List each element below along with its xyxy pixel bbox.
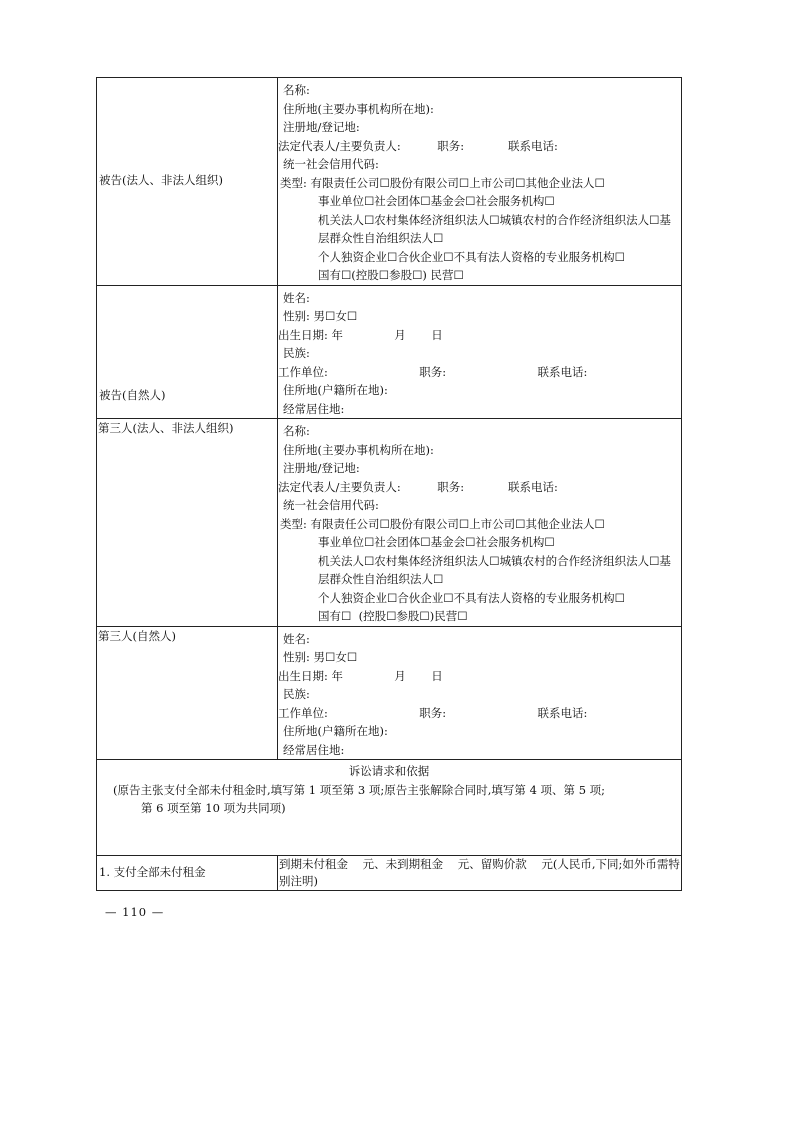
defendant-legal-label: 被告(法人、非法人组织) <box>99 173 223 187</box>
field-gender: 性别: 男☐女☐ <box>283 650 358 664</box>
defendant-person-row <box>97 285 682 419</box>
field-ethnicity: 民族: <box>283 687 310 701</box>
field-type-line5: 国有☐ (控股☐参股☐)民营☐ <box>318 609 468 623</box>
item1-text: 到期未付租金 元、未到期租金 元、留购价款 元(人民币,下同;如外币需特别注明) <box>279 857 680 888</box>
field-registration: 注册地/登记地: <box>283 461 360 475</box>
claims-header-cell <box>97 760 682 856</box>
third-party-person-fields <box>278 626 682 760</box>
field-ethnicity: 民族: <box>283 346 310 360</box>
field-gender: 性别: 男☐女☐ <box>283 309 358 323</box>
field-type-line2: 事业单位☐社会团体☐基金会☐社会服务机构☐ <box>318 194 555 208</box>
page-number: — 110 — <box>105 905 165 919</box>
item1-label-cell <box>97 856 278 891</box>
field-person-domicile: 住所地(户籍所在地): <box>283 383 388 397</box>
defendant-person-label: 被告(自然人) <box>99 387 166 402</box>
field-person-name: 姓名: <box>283 631 310 646</box>
field-type-line2: 事业单位☐社会团体☐基金会☐社会服务机构☐ <box>318 535 555 549</box>
field-domicile: 住所地(主要办事机构所在地): <box>283 101 434 116</box>
field-residence: 经常居住地: <box>283 742 345 757</box>
claims-note-line1: (原告主张支付全部未付租金时,填写第 1 项至第 3 项;原告主张解除合同时,填写第 4 项、第 5 项; <box>113 782 606 797</box>
item1-row <box>97 856 682 891</box>
field-person-domicile: 住所地(户籍所在地): <box>283 724 388 738</box>
field-person-name: 姓名: <box>283 290 310 305</box>
field-employer: 工作单位: 职务: 联系电话: <box>278 364 588 379</box>
field-type-line5: 国有☐(控股☐参股☐) 民营☐ <box>318 268 464 282</box>
claims-title: 诉讼请求和依据 <box>348 764 430 778</box>
third-party-legal-fields <box>278 419 682 627</box>
field-type-line4: 个人独资企业☐合伙企业☐不具有法人资格的专业服务机构☐ <box>318 249 625 264</box>
field-credit-code: 统一社会信用代码: <box>283 498 379 512</box>
third-party-legal-row <box>97 419 682 627</box>
defendant-person-fields <box>278 285 682 419</box>
field-domicile: 住所地(主要办事机构所在地): <box>283 442 434 457</box>
defendant-person-label-cell <box>97 285 278 419</box>
field-type-line3: 机关法人☐农村集体经济组织法人☐城镇农村的合作经济组织法人☐基层群众性自治组织法人☐ <box>318 212 671 245</box>
field-type-line4: 个人独资企业☐合伙企业☐不具有法人资格的专业服务机构☐ <box>318 590 625 605</box>
field-birth-date: 出生日期: 年 月 日 <box>278 327 443 342</box>
defendant-legal-label-cell <box>97 78 278 286</box>
field-name: 名称: <box>283 83 310 97</box>
defendant-legal-fields <box>278 78 682 286</box>
complaint-form-table <box>96 77 682 891</box>
third-party-legal-label: 第三人(法人、非法人组织) <box>98 421 234 435</box>
field-registration: 注册地/登记地: <box>283 120 360 134</box>
item1-content <box>278 856 682 891</box>
field-name: 名称: <box>283 424 310 438</box>
field-residence: 经常居住地: <box>283 401 345 416</box>
claims-header-row <box>97 760 682 856</box>
third-party-person-label: 第三人(自然人) <box>98 628 176 643</box>
field-credit-code: 统一社会信用代码: <box>283 157 379 171</box>
third-party-person-label-cell <box>97 626 278 760</box>
field-legal-rep: 法定代表人/主要负责人: 职务: 联系电话: <box>278 479 558 494</box>
defendant-legal-row <box>97 78 682 286</box>
item1-label: 1. 支付全部未付租金 <box>99 865 206 879</box>
field-employer: 工作单位: 职务: 联系电话: <box>278 705 588 720</box>
field-legal-rep: 法定代表人/主要负责人: 职务: 联系电话: <box>278 138 558 153</box>
field-birth-date: 出生日期: 年 月 日 <box>278 668 443 683</box>
field-type: 类型: 有限责任公司☐股份有限公司☐上市公司☐其他企业法人☐ <box>280 516 605 531</box>
third-party-person-row <box>97 626 682 760</box>
claims-note-line2: 第 6 项至第 10 项为共同项) <box>141 801 286 815</box>
field-type: 类型: 有限责任公司☐股份有限公司☐上市公司☐其他企业法人☐ <box>280 175 605 190</box>
field-type-line3: 机关法人☐农村集体经济组织法人☐城镇农村的合作经济组织法人☐基层群众性自治组织法人☐ <box>318 553 671 586</box>
third-party-legal-label-cell <box>97 419 278 627</box>
